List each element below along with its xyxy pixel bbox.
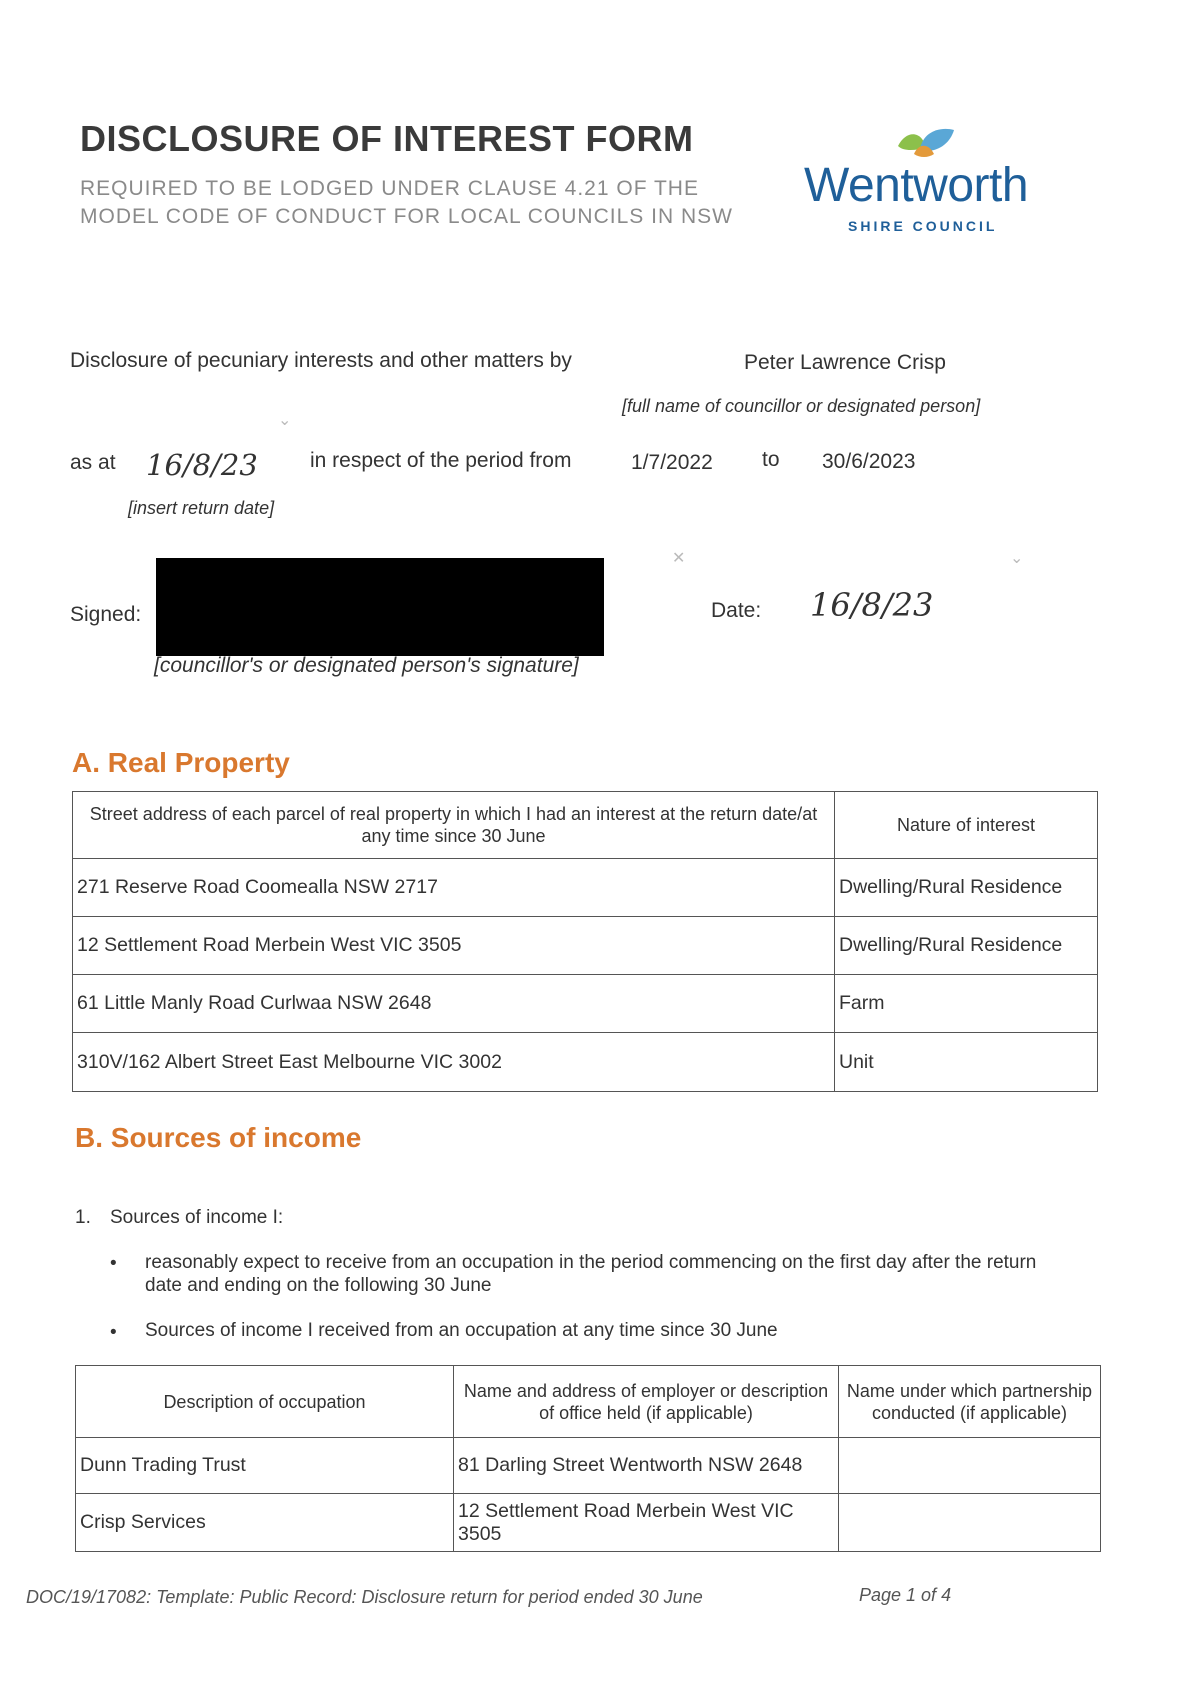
table-row [73,917,1098,975]
mark-icon: ⌄ [278,412,292,429]
council-logo [800,122,1060,232]
table-row [73,859,1098,917]
column-header: Name under which partnership conducted (if applicable) [839,1366,1101,1438]
employer-cell: 81 Darling Street Wentworth NSW 2648 [454,1438,839,1494]
as-at-label: as at [70,451,116,474]
mark-icon: ⌄ [1010,550,1024,567]
footer-page-number: Page 1 of 4 [859,1585,952,1605]
partnership-cell [839,1438,1101,1494]
footer-doc-ref: DOC/19/17082: Template: Public Record: Disclosure return for period ended 30 June [26,1587,703,1607]
partnership-cell [839,1494,1101,1552]
bullet-icon: • [110,1322,117,1343]
real-property-table [72,791,1098,1092]
table-row [76,1494,1101,1552]
as-at-caption: [insert return date] [128,498,275,518]
bullet-text: Sources of income I received from an occupation at any time since 30 June [145,1320,778,1341]
employer-cell: 12 Settlement Road Merbein West VIC 3505 [454,1494,839,1552]
property-address: 271 Reserve Road Coomealla NSW 2717 [73,859,835,917]
section-a-heading: A. Real Property [72,747,290,778]
column-header: Name and address of employer or description of office held (if applicable) [454,1366,839,1438]
form-title: DISCLOSURE OF INTEREST FORM [80,118,694,159]
table-row [73,1033,1098,1092]
signature-caption: [councillor's or designated person's signature] [154,654,579,677]
bullet-icon: • [110,1253,117,1274]
form-subtitle: REQUIRED TO BE LODGED UNDER CLAUSE 4.21 OF THE MODEL CODE OF CONDUCT FOR LOCAL COUNCILS IN NSW [80,177,733,228]
property-address: 310V/162 Albert Street East Melbourne VIC 3002 [73,1033,835,1092]
disclosure-intro: Disclosure of pecuniary interests and other matters by [70,349,572,372]
property-nature: Unit [835,1033,1098,1092]
table-header-row [73,792,1098,859]
property-nature: Dwelling/Rural Residence [835,859,1098,917]
logo-wordmark: Wentworth [804,159,1029,212]
occupation-cell: Dunn Trading Trust [76,1438,454,1494]
date-label: Date: [711,599,762,622]
period-to-label: to [762,448,780,471]
occupation-cell: Crisp Services [76,1494,454,1552]
redacted-signature [156,558,604,656]
column-header: Nature of interest [835,792,1098,859]
item-text: Sources of income I: [110,1207,284,1228]
property-address: 12 Settlement Road Merbein West VIC 3505 [73,917,835,975]
property-nature: Dwelling/Rural Residence [835,917,1098,975]
name-caption: [full name of councillor or designated person] [622,396,981,416]
property-nature: Farm [835,975,1098,1033]
signed-label: Signed: [70,603,142,626]
period-label: in respect of the period from [310,449,572,472]
table-row [73,975,1098,1033]
section-b-heading: B. Sources of income [75,1122,362,1153]
logo-subtitle: SHIRE COUNCIL [848,218,998,234]
person-name: Peter Lawrence Crisp [744,351,946,374]
property-address: 61 Little Manly Road Curlwaa NSW 2648 [73,975,835,1033]
item-number: 1. [75,1207,91,1228]
mark-icon: ✕ [672,550,686,567]
as-at-handwritten: 16/8/23 [146,448,258,482]
column-header: Description of occupation [76,1366,454,1438]
period-to: 30/6/2023 [822,450,916,473]
column-header: Street address of each parcel of real property in which I had an interest at the return date/at any time since 30 June [73,792,835,859]
bullet-text: reasonably expect to receive from an occupation in the period commencing on the first day after the return date and ending on the following 30 June [145,1252,1037,1296]
income-table [75,1365,1101,1552]
table-header-row [76,1366,1101,1438]
table-row [76,1438,1101,1494]
date-handwritten: 16/8/23 [810,586,934,624]
period-from: 1/7/2022 [631,451,713,474]
